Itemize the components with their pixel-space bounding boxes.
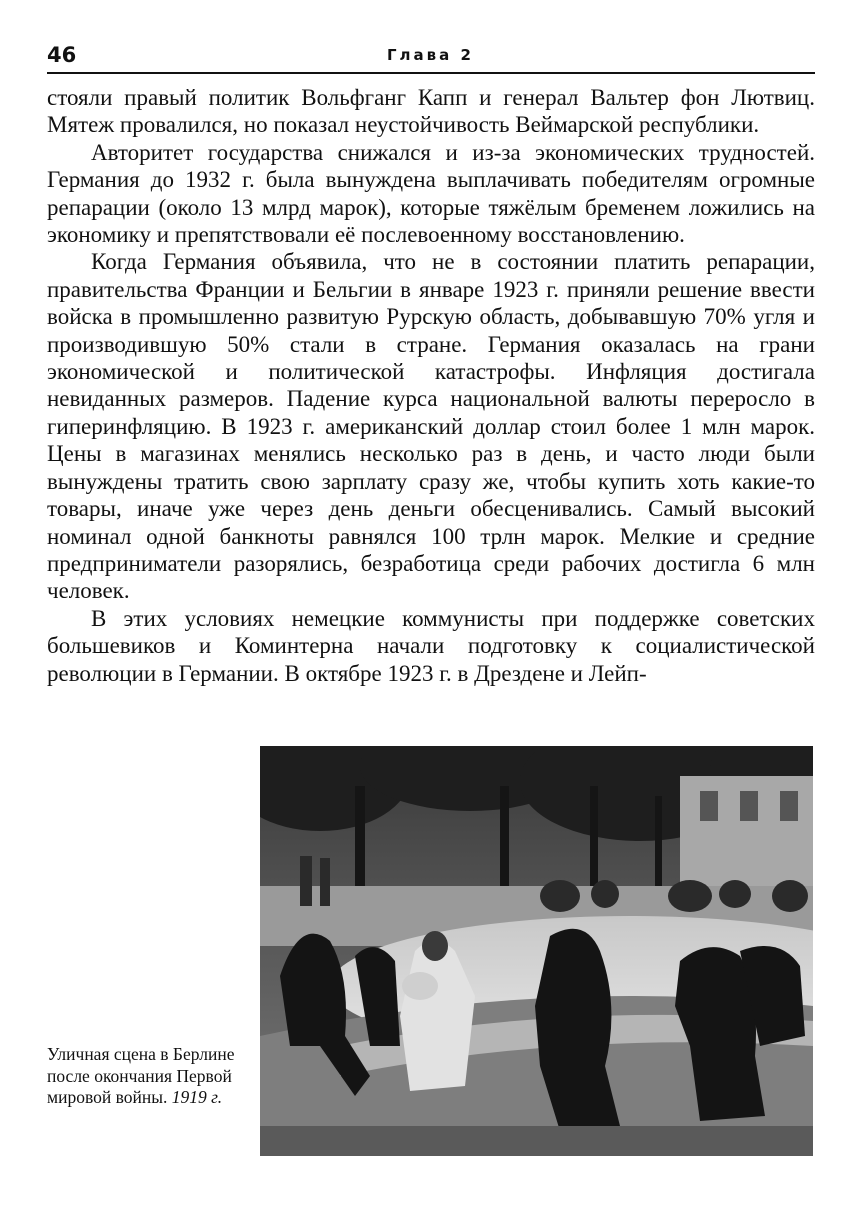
- historical-photo: [260, 746, 813, 1156]
- photo-caption: [47, 1044, 247, 1109]
- caption-text: Уличная сцена в Берлине после окончания Первой мировой войны.: [47, 1044, 235, 1107]
- body-text: [47, 84, 815, 687]
- paragraph: стояли правый политик Вольфганг Капп и генерал Вальтер фон Лютвиц. Мятеж провалился, но показал неустойчивость Веймарской республики.: [47, 85, 815, 138]
- page-header: [47, 42, 815, 74]
- paragraph: Авторитет государства снижался и из-за экономических трудностей. Германия до 1932 г. была вынуждена выплачивать победителям огромные репарации (около 13 млрд марок), которые тяжёлым бременем ложились на экономику и препятствовали её послевоенному восстановлению.: [47, 139, 815, 248]
- chapter-title: Глава 2: [387, 46, 474, 64]
- caption-date: 1919 г.: [171, 1087, 223, 1107]
- paragraph: Когда Германия объявила, что не в состоянии платить репарации, правительства Франции и Бельгии в январе 1923 г. приняли решение ввести войска в промышленно развитую Рурскую область, добывавшую 70% угля и производившую 50% стали в стране. Германия оказалась на грани экономической и политической катастрофы. Инфляция достигала невиданных размеров. Падение курса национальной валюты переросло в гиперинфляцию. В 1923 г. американский доллар стоил более 1 млн марок. Цены в магазинах менялись несколько раз в день, и часто люди были вынуждены тратить свою зарплату сразу же, чтобы купить хоть какие-то товары, иначе уже через день деньги обесценивались. Самый высокий номинал одной банкноты равнялся 100 трлн марок. Мелкие и средние предприниматели разорялись, безработица среди рабочих достигла 6 млн человек.: [47, 249, 815, 604]
- paragraph: В этих условиях немецкие коммунисты при поддержке советских большевиков и Коминтерна начали подготовку к социалистической революции в Германии. В октябре 1923 г. в Дрездене и Лейп-: [47, 605, 815, 686]
- page-number: 46: [47, 43, 77, 67]
